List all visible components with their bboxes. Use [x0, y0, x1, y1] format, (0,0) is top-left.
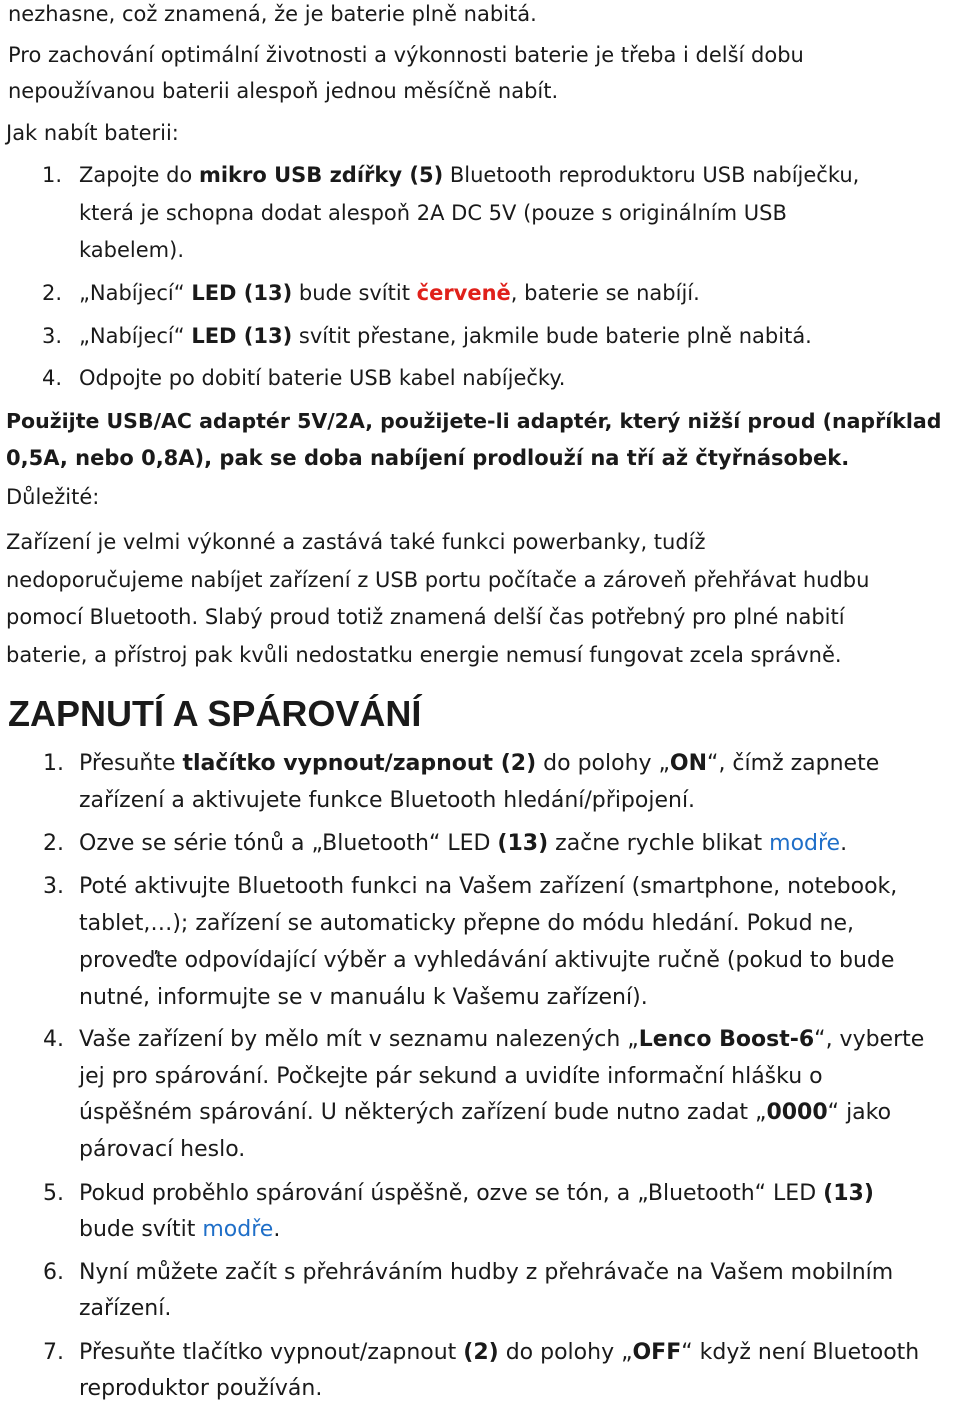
charging-title: Jak nabít baterii: [6, 121, 179, 145]
step-text: Vaše zařízení by mělo mít v seznamu nalezených „Lenco Boost-6“, vyberte [79, 1027, 925, 1052]
step-text: Přesuňte tlačítko vypnout/zapnout (2) do polohy „ON“, čímž zapnete [79, 751, 880, 776]
intro-line: nepoužívanou baterii alespoň jednou měsíčně nabít. [8, 79, 559, 103]
step-number: 7. [43, 1340, 64, 1365]
step-text: jej pro spárování. Počkejte pár sekund a uvidíte informační hlášku o [79, 1064, 823, 1089]
step-text: Odpojte po dobití baterie USB kabel nabíječky. [79, 366, 566, 390]
step-text: reproduktor používán. [79, 1376, 323, 1401]
step-number: 2. [42, 281, 63, 305]
step-number: 4. [42, 366, 63, 390]
step-text: která je schopna dodat alespoň 2A DC 5V (pouze s originálním USB [79, 201, 787, 225]
step-number: 6. [43, 1260, 64, 1285]
step-number: 3. [42, 324, 63, 348]
step-text: „Nabíjecí“ LED (13) svítit přestane, jakmile bude baterie plně nabitá. [79, 324, 812, 348]
step-number: 2. [43, 831, 64, 856]
step-number: 5. [43, 1181, 64, 1206]
important-text: pomocí Bluetooth. Slabý proud totiž znamená delší čas potřebný pro plné nabití [6, 605, 845, 629]
blue-color-word: modře [769, 831, 841, 856]
step-number: 4. [43, 1027, 64, 1052]
step-text: Ozve se série tónů a „Bluetooth“ LED (13) začne rychle blikat modře. [79, 831, 848, 856]
step-number: 1. [43, 751, 64, 776]
step-text: párovací heslo. [79, 1137, 246, 1162]
step-text: zařízení a aktivujete funkce Bluetooth hledání/připojení. [79, 788, 696, 813]
step-text: bude svítit modře. [79, 1217, 281, 1242]
important-text: baterie, a přístroj pak kvůli nedostatku energie nemusí fungovat zcela správně. [6, 643, 842, 667]
important-text: Zařízení je velmi výkonné a zastává také funkci powerbanky, tudíž [6, 530, 706, 554]
step-text: úspěšném spárování. U některých zařízení bude nutno zadat „0000“ jako [79, 1100, 892, 1125]
blue-color-word: modře [202, 1217, 274, 1242]
step-text: „Nabíjecí“ LED (13) bude svítit červeně, baterie se nabíjí. [79, 281, 700, 305]
step-number: 1. [42, 163, 63, 187]
step-text: Poté aktivujte Bluetooth funkci na Vašem zařízení (smartphone, notebook, [79, 874, 898, 899]
step-text: Nyní můžete začít s přehráváním hudby z přehrávače na Vašem mobilním [79, 1260, 894, 1285]
step-text: Přesuňte tlačítko vypnout/zapnout (2) do polohy „OFF“ když není Bluetooth [79, 1340, 920, 1365]
step-number: 3. [43, 874, 64, 899]
important-label: Důležité: [6, 485, 100, 509]
step-text: nutné, informujte se v manuálu k Vašemu zařízení). [79, 985, 648, 1010]
intro-line: nezhasne, což znamená, že je baterie plně nabitá. [8, 2, 537, 26]
step-text: tablet,…); zařízení se automaticky přepne do módu hledání. Pokud ne, [79, 911, 855, 936]
step-text: proveďte odpovídající výběr a vyhledávání aktivujte ručně (pokud to bude [79, 948, 895, 973]
step-text: Pokud proběhlo spárování úspěšně, ozve se tón, a „Bluetooth“ LED (13) [79, 1181, 874, 1206]
step-text: kabelem). [79, 238, 184, 262]
section-heading: ZAPNUTÍ A SPÁROVÁNÍ [8, 693, 422, 734]
adapter-note: 0,5A, nebo 0,8A), pak se doba nabíjení prodlouží na tří až čtyřnásobek. [6, 446, 850, 470]
red-color-word: červeně [416, 281, 511, 305]
important-text: nedoporučujeme nabíjet zařízení z USB portu počítače a zároveň přehřávat hudbu [6, 568, 870, 592]
step-text: Zapojte do mikro USB zdířky (5) Bluetooth reproduktoru USB nabíječku, [79, 163, 860, 187]
intro-line: Pro zachování optimální životnosti a výkonnosti baterie je třeba i delší dobu [8, 43, 804, 67]
step-text: zařízení. [79, 1296, 172, 1321]
adapter-note: Použijte USB/AC adaptér 5V/2A, použijete-li adaptér, který nižší proud (například [6, 409, 942, 433]
